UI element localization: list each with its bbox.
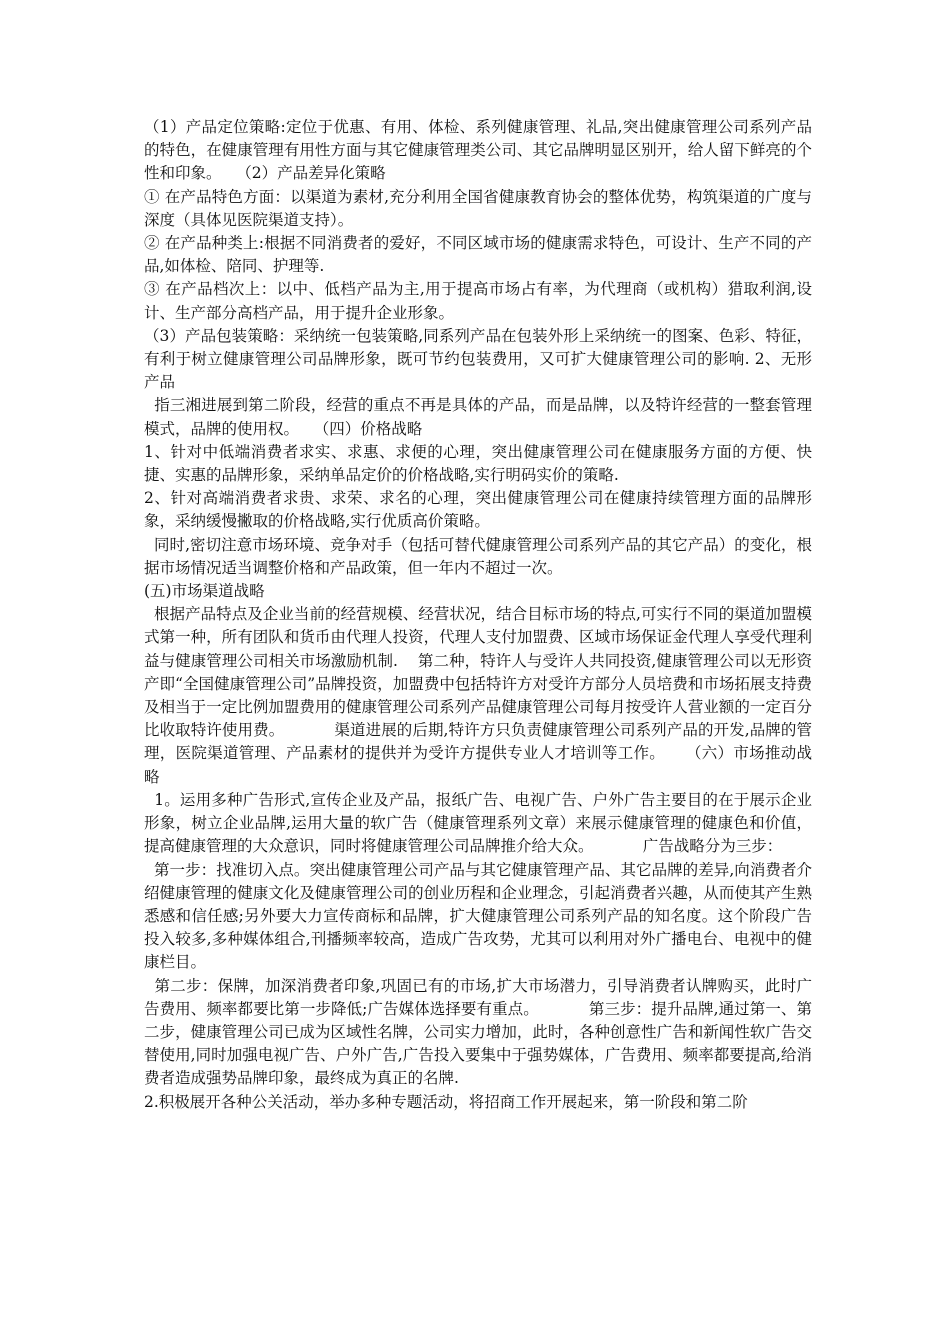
paragraph-packaging-strategy: （3）产品包装策略：采纳统一包装策略,同系列产品在包装外形上采纳统一的图案、色彩、特征，有利于树立健康管理公司品牌形象，既可节约包装费用，又可扩大健康管理公司的影响. 2、无形产品 [144, 326, 812, 392]
paragraph-channel-models: 根据产品特点及企业当前的经营规模、经营状况，结合目标市场的特点,可实行不同的渠道加盟模式第一种，所有团队和货币由代理人投资，代理人支付加盟费、区域市场保证金代理人享受代理利益与健康管理公司相关市场激励机制. 第二种，特许人与受许人共同投资,健康管理公司以无形资产即“全国健康管理公司”品牌投资，加盟费中包括特许方对受许方部分人员培费和市场拓展支持费及相当于一定比例加盟费用的健康管理公司系列产品健康管理公司每月按受许人营业额的一定百分比收取特许使用费。 渠道进展的后期,特许方只负责健康管理公司系列产品的开发,品牌的管理，医院渠道管理、产品素材的提供并为受许方提供专业人才培训等工作。 （六）市场推动战略 [144, 605, 813, 786]
paragraph-product-variety: ② 在产品种类上:根据不同消费者的爱好，不同区域市场的健康需求特色，可设计、生产不同的产品,如体检、陪同、护理等. [144, 234, 812, 276]
paragraph-pr-activities: 2.积极展开各种公关活动，举办多种专题活动，将招商工作开展起来，第一阶段和第二阶 [144, 1092, 748, 1111]
paragraph-ad-step-one: 第一步：找准切入点。突出健康管理公司产品与其它健康管理产品、其它品牌的差异,向消费者介绍健康管理的健康文化及健康管理公司的创业历程和企业理念，引起消费者兴趣，从而使其产生熟悉感和信任感;另外要大力宣传商标和品牌，扩大健康管理公司系列产品的知名度。这个阶段广告投入较多,多种媒体组合,刊播频率较高，造成广告攻势，尤其可以利用对外广播电台、电视中的健康栏目。 [144, 860, 813, 972]
paragraph-product-feature: ① 在产品特色方面：以渠道为素材,充分利用全国省健康教育协会的整体优势，构筑渠道的广度与深度（具体见医院渠道支持）。 [144, 187, 812, 229]
paragraph-ad-step-two-three: 第二步：保牌，加深消费者印象,巩固已有的市场,扩大市场潜力，引导消费者认牌购买，此时广告费用、频率都要比第一步降低;广告媒体选择要有重点。 第三步：提升品牌,通过第一、第二步，健康管理公司已成为区域性名牌，公司实力增加，此时，各种创意性广告和新闻性软广告交替使用,同时加强电视广告、户外广告,广告投入要集中于强势媒体，广告费用、频率都要提高,给消费者造成强势品牌印象，最终成为真正的名牌. [144, 976, 812, 1088]
paragraph-product-grade: ③ 在产品档次上：以中、低档产品为主,用于提高市场占有率，为代理商（或机构）猎取利润,设计、生产部分高档产品，用于提升企业形象。 [144, 280, 812, 322]
section-heading-channel-strategy: (五)市场渠道战略 [144, 582, 265, 601]
paragraph-price-low-end: 1、针对中低端消费者求实、求惠、求便的心理，突出健康管理公司在健康服务方面的方便、快捷、实惠的品牌形象，采纳单品定价的价格战略,实行明码实价的策略. [144, 442, 812, 485]
paragraph-advertising-forms: 1。运用多种广告形式,宣传企业及产品，报纸广告、电视广告、户外广告主要目的在于展示企业形象，树立企业品牌,运用大量的软广告（健康管理系列文章）来展示健康管理的健康色和价值，提高健康管理的大众意识，同时将健康管理公司品牌推介给大众。 广告战略分为三步： [144, 790, 812, 856]
paragraph-price-adjustment: 同时,密切注意市场环境、竞争对手（包括可替代健康管理公司系列产品的其它产品）的变化，根据市场情况适当调整价格和产品政策，但一年内不超过一次。 [144, 535, 813, 577]
paragraph-price-high-end: 2、针对高端消费者求贵、求荣、求名的心理，突出健康管理公司在健康持续管理方面的品牌形象，采纳缓慢撇取的价格战略,实行优质高价策略。 [144, 489, 812, 531]
document-body [144, 116, 812, 1114]
paragraph-product-positioning: （1）产品定位策略:定位于优惠、有用、体检、系列健康管理、礼品,突出健康管理公司系列产品的特色，在健康管理有用性方面与其它健康管理类公司、其它品牌明显区别开，给人留下鲜亮的个性和印象。 （2）产品差异化策略 [144, 118, 812, 183]
paragraph-intangible-product: 指三湘进展到第二阶段，经营的重点不再是具体的产品，而是品牌，以及特许经营的一整套管理模式，品牌的使用权。 （四）价格战略 [144, 396, 812, 438]
